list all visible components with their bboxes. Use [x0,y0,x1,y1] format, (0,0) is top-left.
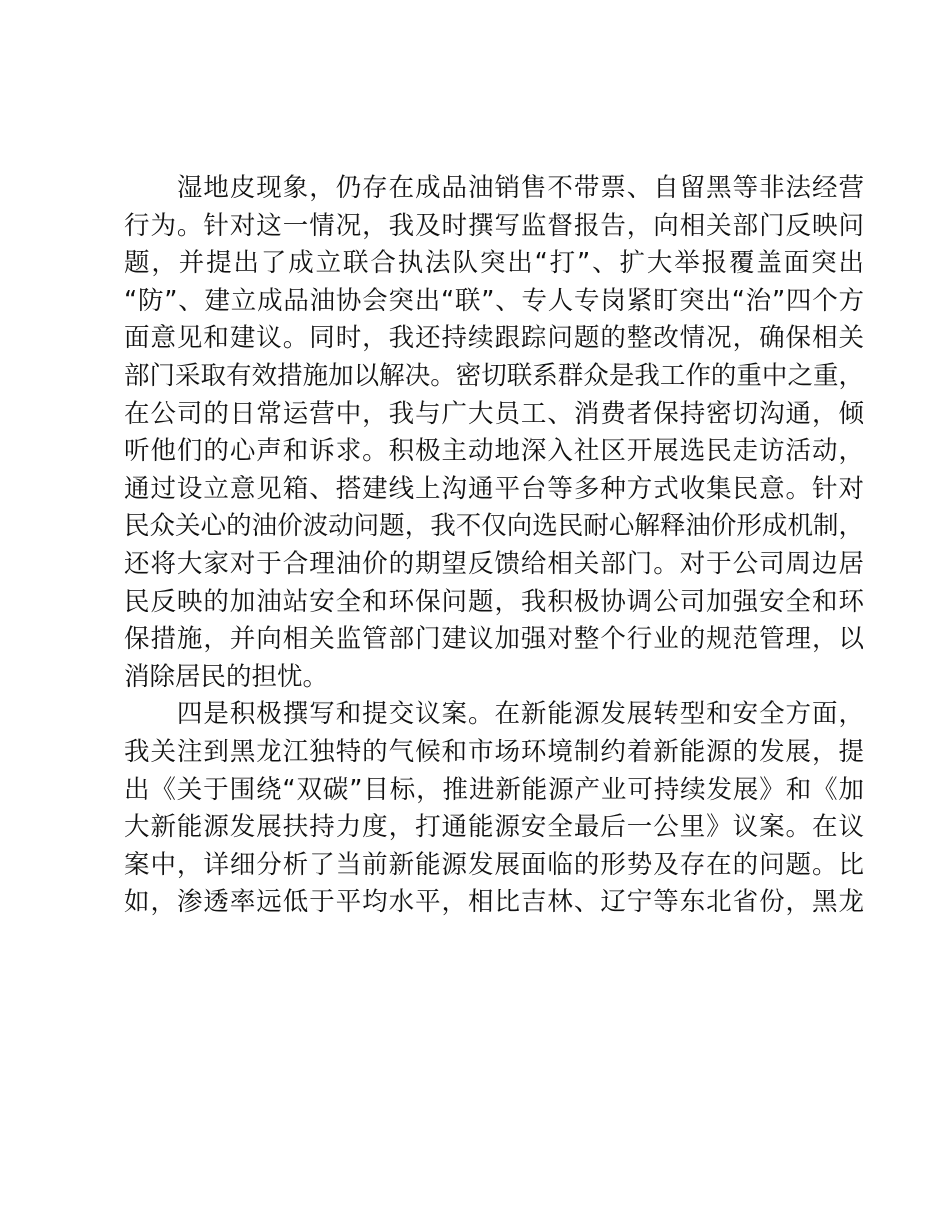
text-line: 案中，详细分析了当前新能源发展面临的形势及存在的问题。比 [124,849,864,880]
text-line: 保措施，并向相关监管部门建议加强对整个行业的规范管理，以 [124,624,864,655]
text-line: 湿地皮现象，仍存在成品油销售不带票、自留黑等非法经营 [124,173,864,203]
text-line: 部门采取有效措施加以解决。密切联系群众是我工作的重中之重， [124,360,864,391]
text-line: 面意见和建议。同时，我还持续跟踪问题的整改情况，确保相关 [124,323,864,354]
text-line: 大新能源发展扶持力度，打通能源安全最后一公里》议案。在议 [124,812,864,843]
paragraph-1 [124,170,864,696]
text-line: 行为。针对这一情况，我及时撰写监督报告，向相关部门反映问 [124,210,864,241]
text-line: 民众关心的油价波动问题，我不仅向选民耐心解释油价形成机制， [124,511,864,542]
text-line: 通过设立意见箱、搭建线上沟通平台等多种方式收集民意。针对 [124,473,864,504]
text-line: 在公司的日常运营中，我与广大员工、消费者保持密切沟通，倾 [124,398,864,429]
text-line: 四是积极撰写和提交议案。在新能源发展转型和安全方面， [124,699,864,730]
text-line: 消除居民的担忧。 [124,661,329,692]
text-line: 题，并提出了成立联合执法队突出“打”、扩大举报覆盖面突出 [124,248,864,279]
text-line: “防”、建立成品油协会突出“联”、专人专岗紧盯突出“治”四个方 [124,285,864,316]
text-line: 如，渗透率远低于平均水平，相比吉林、辽宁等东北省份，黑龙 [124,887,864,918]
body-text [124,170,864,922]
paragraph-2 [124,696,864,922]
text-line: 民反映的加油站安全和环保问题，我积极协调公司加强安全和环 [124,586,864,617]
text-line: 我关注到黑龙江独特的气候和市场环境制约着新能源的发展，提 [124,736,864,767]
text-line: 出《关于围绕“双碳”目标，推进新能源产业可持续发展》和《加 [124,774,864,805]
text-line: 听他们的心声和诉求。积极主动地深入社区开展选民走访活动， [124,436,864,467]
text-line: 还将大家对于合理油价的期望反馈给相关部门。对于公司周边居 [124,548,864,579]
